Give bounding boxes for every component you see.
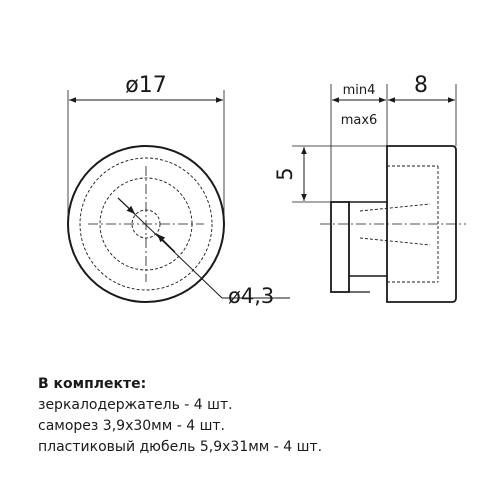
hole-diameter-arrow-a <box>118 198 135 214</box>
min-depth-label: min4 <box>342 83 376 98</box>
height-label: 5 <box>273 167 297 181</box>
kit-item: пластиковый дюбель 5,9х31мм - 4 шт. <box>38 439 323 455</box>
front-view <box>68 90 290 302</box>
kit-contents <box>38 374 478 458</box>
body-length-label: 8 <box>414 73 428 98</box>
kit-item: зеркалодержатель - 4 шт. <box>38 397 233 413</box>
hole-diameter-label: ø4,3 <box>228 284 275 308</box>
side-stem-outline <box>331 202 349 292</box>
kit-title: В комплекте: <box>38 376 147 392</box>
hole-diameter-arrow-b <box>157 234 175 252</box>
outer-diameter-label: ø17 <box>125 73 167 98</box>
kit-item: саморез 3,9х30мм - 4 шт. <box>38 418 226 434</box>
side-view <box>292 84 466 302</box>
hidden-line-mid-bottom <box>360 238 430 245</box>
hidden-line-mid-top <box>360 204 430 211</box>
max-depth-label: max6 <box>340 113 378 128</box>
